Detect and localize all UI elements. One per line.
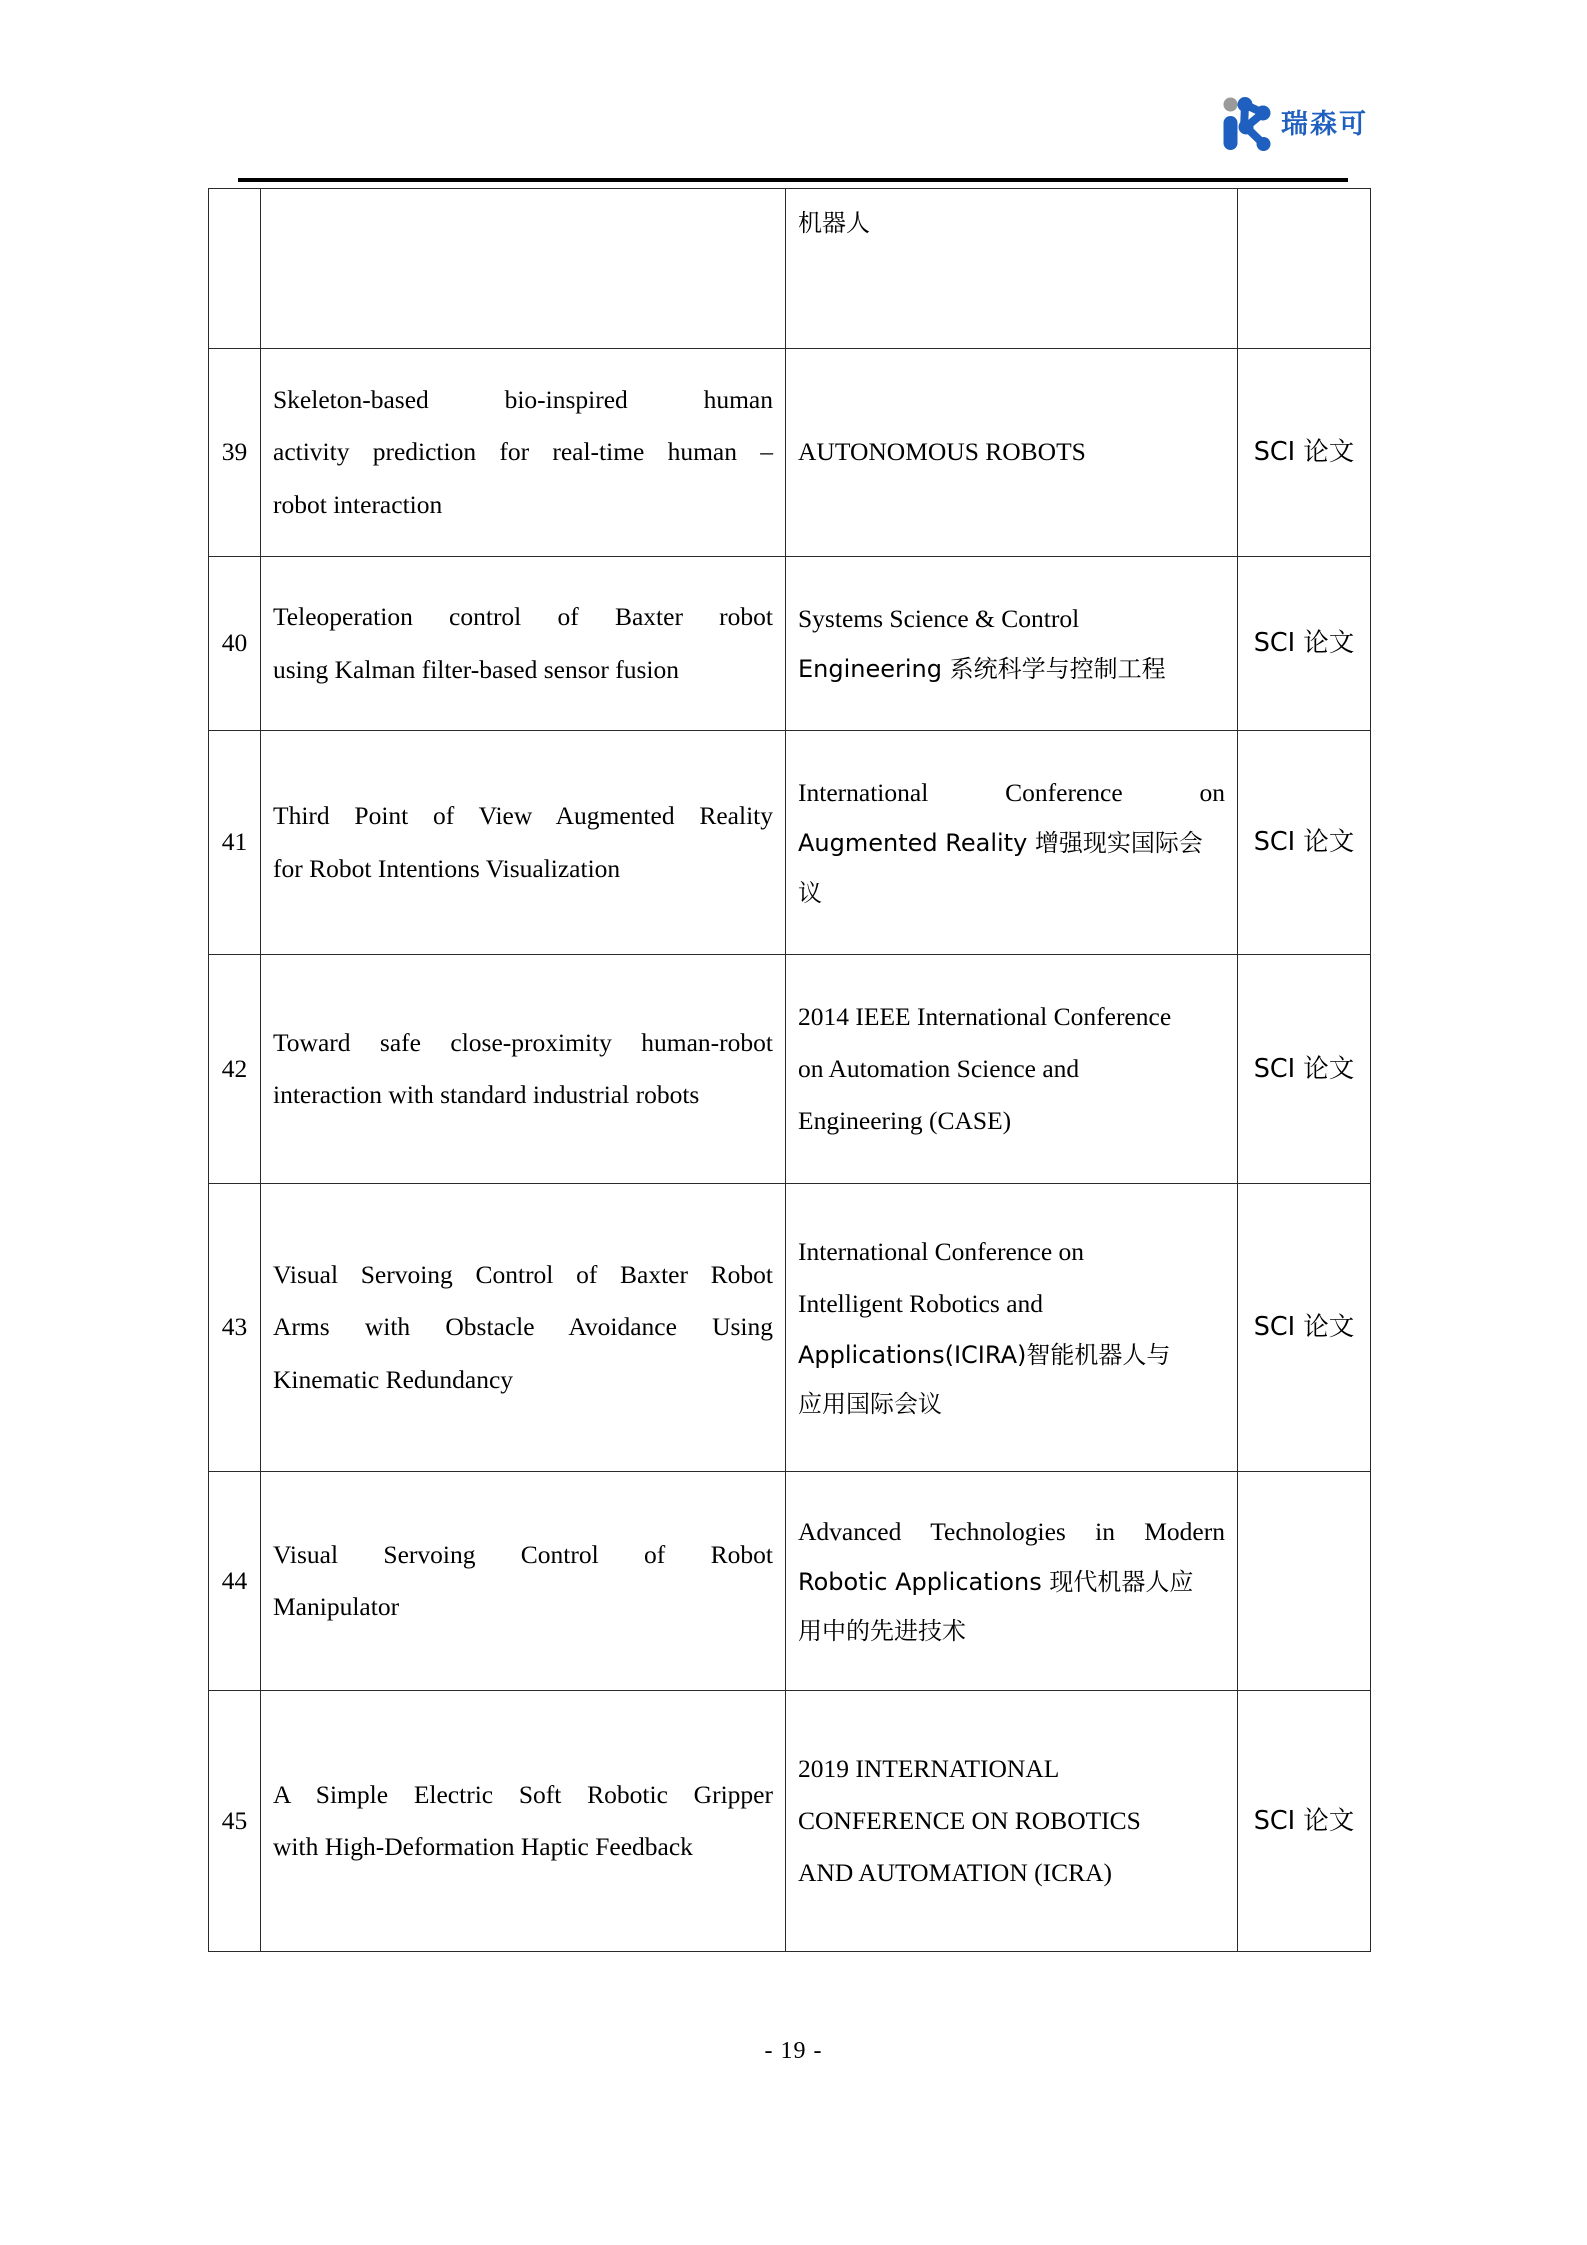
venue-line: International Conference on (798, 1237, 1085, 1267)
cell-venue (786, 557, 1238, 731)
venue-line: Advanced Technologies in Modern (798, 1516, 1225, 1546)
venue-line: Robotic Applications 现代机器人应 (798, 1567, 1194, 1596)
venue-line: Systems Science & Control (798, 603, 1080, 633)
cell-type: SCI 论文 (1238, 349, 1371, 557)
cell-title (261, 557, 786, 731)
cell-title (261, 189, 786, 349)
ir-monogram-logo-icon (1218, 96, 1272, 152)
venue-line: AND AUTOMATION (ICRA) (798, 1858, 1113, 1888)
title-line: Visual Servoing Control of Robot (273, 1539, 773, 1569)
title-line: A Simple Electric Soft Robotic Gripper (273, 1779, 773, 1809)
table-row (209, 189, 1371, 349)
cell-index: 43 (209, 1184, 261, 1472)
cell-venue (786, 1691, 1238, 1952)
title-line: Kinematic Redundancy (273, 1364, 514, 1394)
cell-venue (786, 1184, 1238, 1472)
venue-line: 议 (798, 878, 822, 907)
venue-line: on Automation Science and (798, 1053, 1080, 1083)
cell-title (261, 1472, 786, 1691)
title-line: using Kalman filter-based sensor fusion (273, 654, 679, 684)
title-line: Visual Servoing Control of Baxter Robot (273, 1260, 773, 1290)
cell-index: 44 (209, 1472, 261, 1691)
venue-line: Engineering (CASE) (798, 1106, 1012, 1136)
table-row (209, 1691, 1371, 1952)
title-line: with High-Deformation Haptic Feedback (273, 1832, 693, 1861)
title-line: interaction with standard industrial robots (273, 1080, 700, 1109)
table-body (209, 189, 1371, 1952)
cell-title (261, 349, 786, 557)
title-line: robot interaction (273, 489, 443, 519)
cell-type: SCI 论文 (1238, 731, 1371, 955)
page-number: - 19 - (764, 2038, 823, 2064)
title-line: Toward safe close-proximity human-robot (273, 1027, 773, 1057)
cell-type (1238, 1472, 1371, 1691)
venue-line: Engineering 系统科学与控制工程 (798, 655, 1166, 684)
cell-type: SCI 论文 (1238, 955, 1371, 1184)
title-line: Manipulator (273, 1592, 400, 1621)
cell-type: SCI 论文 (1238, 557, 1371, 731)
header-divider (238, 178, 1348, 182)
cell-venue (786, 189, 1238, 349)
cell-index (209, 189, 261, 349)
venue-line: 2019 INTERNATIONAL (798, 1753, 1060, 1783)
brand-name: 瑞森可 (1281, 108, 1368, 140)
cell-venue (786, 955, 1238, 1184)
cell-type: SCI 论文 (1238, 1691, 1371, 1952)
title-line: Skeleton-based bio-inspired human (273, 385, 773, 415)
table-row (209, 955, 1371, 1184)
venue-line: 应用国际会议 (798, 1389, 942, 1418)
cell-venue (786, 349, 1238, 557)
cell-title (261, 955, 786, 1184)
cell-index: 39 (209, 349, 261, 557)
cell-venue (786, 1472, 1238, 1691)
title-line: for Robot Intentions Visualization (273, 853, 621, 883)
publications-table (208, 188, 1371, 1952)
venue-line: Augmented Reality 增强现实国际会 (798, 829, 1203, 858)
venue-line: Applications(ICIRA)智能机器人与 (798, 1340, 1171, 1369)
cell-index: 45 (209, 1691, 261, 1952)
title-line: activity prediction for real-time human – (273, 437, 773, 467)
table-row (209, 349, 1371, 557)
table-row (209, 1184, 1371, 1472)
table-row (209, 731, 1371, 955)
venue-line: 用中的先进技术 (798, 1617, 966, 1646)
publications-table-wrapper (208, 188, 1370, 1952)
title-line: Third Point of View Augmented Reality (273, 801, 773, 831)
brand-logo (1218, 96, 1368, 152)
page-footer (0, 2038, 1587, 2065)
venue-line: CONFERENCE ON ROBOTICS (798, 1805, 1141, 1835)
cell-index: 42 (209, 955, 261, 1184)
title-line: Arms with Obstacle Avoidance Using (273, 1312, 773, 1342)
venue-line: 机器人 (798, 209, 870, 237)
title-line: Teleoperation control of Baxter robot (273, 602, 773, 632)
cell-type (1238, 189, 1371, 349)
venue-line: Intelligent Robotics and (798, 1289, 1044, 1319)
cell-type: SCI 论文 (1238, 1184, 1371, 1472)
venue-line: 2014 IEEE International Conference (798, 1001, 1172, 1031)
venue-line: AUTONOMOUS ROBOTS (798, 437, 1086, 467)
cell-index: 41 (209, 731, 261, 955)
cell-index: 40 (209, 557, 261, 731)
venue-line: International Conference on (798, 778, 1225, 808)
cell-title (261, 731, 786, 955)
cell-venue (786, 731, 1238, 955)
table-row (209, 1472, 1371, 1691)
page-header (0, 0, 1587, 180)
cell-title (261, 1184, 786, 1472)
table-row (209, 557, 1371, 731)
cell-title (261, 1691, 786, 1952)
